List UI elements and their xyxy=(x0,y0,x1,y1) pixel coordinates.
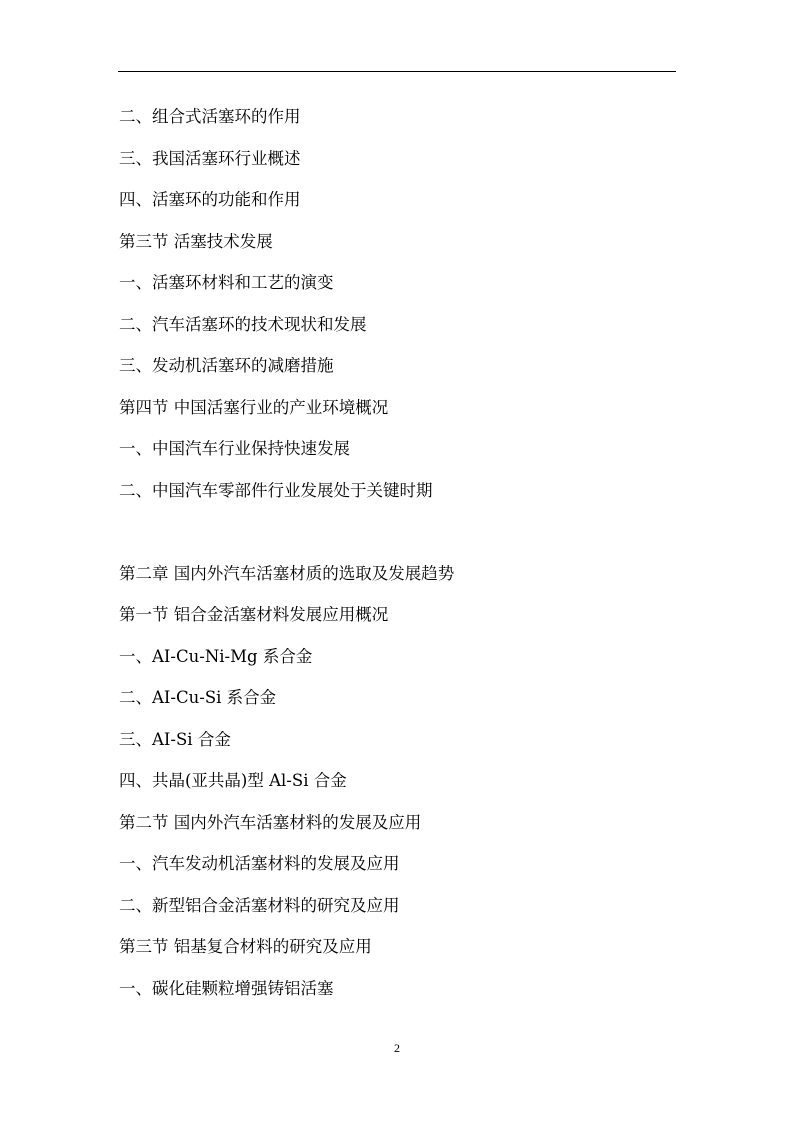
toc-section-heading: 第三节 铝基复合材料的研究及应用 xyxy=(119,937,372,956)
toc-chapter-heading: 第二章 国内外汽车活塞材质的选取及发展趋势 xyxy=(119,563,455,583)
toc-line: 二、组合式活塞环的作用 xyxy=(119,107,301,126)
toc-line: 二、新型铝合金活塞材料的研究及应用 xyxy=(119,895,400,915)
toc-blank-line xyxy=(119,519,454,561)
toc-line: 四、活塞环的功能和作用 xyxy=(119,190,301,209)
page-number: 2 xyxy=(394,1041,400,1055)
toc-line: 一、活塞环材料和工艺的演变 xyxy=(119,273,334,292)
toc-line: 四、共晶(亚共晶)型 Al-Si 合金 xyxy=(119,771,347,790)
table-of-contents xyxy=(119,104,454,1017)
toc-section-heading: 第四节 中国活塞行业的产业环境概况 xyxy=(119,397,389,417)
toc-section-heading: 第二节 国内外汽车活塞材料的发展及应用 xyxy=(119,812,422,832)
toc-line: 三、AI-Si 合金 xyxy=(119,729,231,749)
toc-section-heading: 第三节 活塞技术发展 xyxy=(119,231,273,251)
toc-line: 三、我国活塞环行业概述 xyxy=(119,148,301,168)
toc-line: 二、中国汽车零部件行业发展处于关键时期 xyxy=(119,480,433,500)
toc-line: 一、碳化硅颗粒增强铸铝活塞 xyxy=(119,978,334,998)
toc-line: 三、发动机活塞环的减磨措施 xyxy=(119,356,334,375)
header-rule xyxy=(118,71,676,72)
toc-line: 一、中国汽车行业保持快速发展 xyxy=(119,439,350,458)
toc-line: 一、汽车发动机活塞材料的发展及应用 xyxy=(119,854,400,873)
toc-line: 一、AI-Cu-Ni-Mg 系合金 xyxy=(119,646,313,666)
toc-line: 二、汽车活塞环的技术现状和发展 xyxy=(119,314,367,334)
toc-line: 二、AI-Cu-Si 系合金 xyxy=(119,688,277,707)
toc-section-heading: 第一节 铝合金活塞材料发展应用概况 xyxy=(119,605,389,624)
